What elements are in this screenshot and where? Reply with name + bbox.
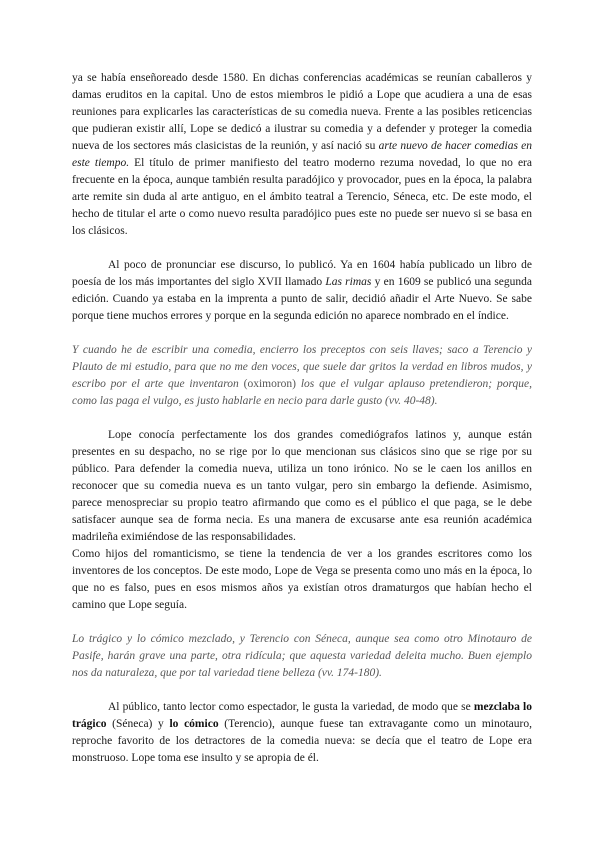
paragraph-romanticismo: Como hijos del romanticismo, se tiene la tendencia de ver a los grandes escritores como los inventores de los conceptos. De este modo, Lope de Vega se presenta como uno más en la época, lo que no es falso, pues en esos mismos años ya existían otros dramaturgos que habían hecho el camino que Lope seguía. [72, 548, 532, 611]
spacer [72, 325, 532, 342]
spacer [72, 682, 532, 699]
quote-text: los que el vulgar aplauso pretendieron; porque, como las paga el vulgo, es justo hablarle en necio para darle gusto (vv. 40-48). [72, 378, 532, 407]
spacer [72, 240, 532, 257]
quote-note: (oximoron) [243, 378, 297, 390]
spacer [72, 410, 532, 427]
document-page [72, 70, 532, 767]
paragraph-text: y en 1609 se publicó una segunda edición. Cuando ya estaba en la imprenta a punto de salir, decidió añadir el Arte Nuevo. Se sabe porque tiene muchos errores y porque en la segunda edición no aparece nombrado en el índice. [72, 276, 533, 322]
work-title: arte nuevo de hacer comedias en este tiempo. [72, 140, 533, 169]
paragraph-text: ya se había enseñoreado desde 1580. En dichas conferencias académicas se reunían caballeros y damas eruditos en la capital. Uno de estos miembros le pidió a Lope que acudiera a una de esas reuniones para explicarles las características de su comedia nueva. Frente a las posibles reticencias que pudieran existir allí, Lope se dedicó a ilustrar su comedia y a defender y proteger la comedia nueva de los sectores más clasicistas de la reunión, y así nació su [72, 72, 532, 152]
bold-term: mezclaba lo trágico [72, 701, 532, 730]
paragraph-variedad [72, 699, 532, 767]
paragraph-text: Al poco de pronunciar ese discurso, lo publicó. Ya en 1604 había publicado un libro de poesía de los más importantes del siglo XVII llamado [72, 259, 532, 288]
quote-verses-174-180: Lo trágico y lo cómico mezclado, y Terencio con Séneca, aunque sea como otro Minotauro de Pasife, harán grave una parte, otra ridícula; que aquesta variedad deleita mucho. Buen ejemplo nos da naturaleza, que por tal variedad tiene belleza (vv. 174-180). [72, 633, 532, 679]
paragraph-arte-nuevo-origin [72, 70, 532, 240]
spacer [72, 614, 532, 631]
quote-verses-40-48 [72, 342, 532, 410]
paragraph-publication [72, 257, 532, 325]
work-title: Las rimas [325, 276, 372, 288]
bold-term: lo cómico [169, 718, 219, 730]
paragraph-text: Al público, tanto lector como espectador, le gusta la variedad, de modo que se [108, 701, 474, 713]
paragraph-text: (Terencio), aunque fuese tan extravagante como un minotauro, reproche favorito de los detractores de la comedia nueva: se decía que el teatro de Lope era monstruoso. Lope toma ese insulto y se apropia de él. [72, 718, 532, 764]
quote-text: Y cuando he de escribir una comedia, encierro los preceptos con seis llaves; saco a Terencio y Plauto de mi estudio, para que no me den voces, que suele dar gritos la verdad en libros mudos, y escribo por el arte que inventaron [72, 344, 532, 390]
paragraph-text: (Séneca) y [106, 718, 170, 730]
paragraph-comediografos: Lope conocía perfectamente los dos grandes comediógrafos latinos y, aunque están presentes en su despacho, no se rige por lo que mencionan sus clásicos sino que se rige por su público. Para defender la comedia nueva, utiliza un tono irónico. No se le caen los anillos en reconocer que su comedia nueva es un tanto vulgar, pero sin embargo la defiende. Asimismo, parece menospreciar su propio teatro afirmando que como es el público el que paga, se le debe satisfacer aunque sea de forma necia. Es una manera de excusarse ante esa reunión académica madrileña eximiéndose de las responsabilidades. [72, 429, 532, 543]
paragraph-text: El título de primer manifiesto del teatro moderno rezuma novedad, lo que no era frecuente en la época, aunque también resulta paradójico y provocador, pues en la época, la palabra arte remite sin duda al arte antiguo, en el ámbito teatral a Terencio, Séneca, etc. De este modo, el hecho de titular el arte o como nuevo resulta paradójico pues este no puede ser nuevo si se basa en los clásicos. [72, 157, 532, 237]
